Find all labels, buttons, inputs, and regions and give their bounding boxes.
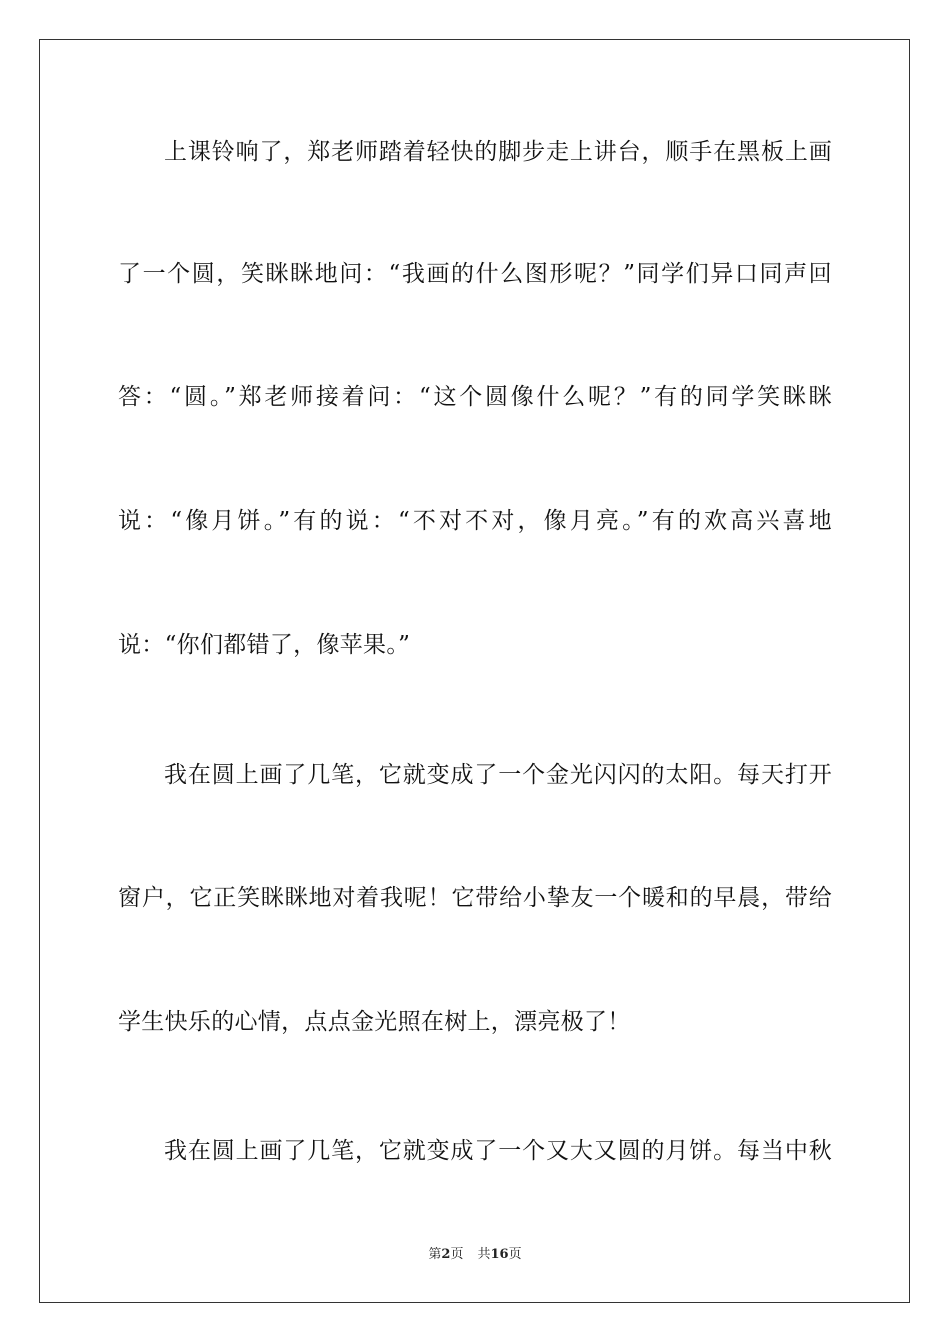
text-line: 了一个圆，笑眯眯地问：“我画的什么图形呢？”同学们异口同声回: [118, 261, 832, 287]
text-line: 说：“像月饼。”有的说：“不对不对，像月亮。”有的欢高兴喜地: [118, 508, 832, 534]
total-prefix: 共: [477, 1247, 491, 1262]
page-footer: [0, 1246, 950, 1264]
page-prefix: 第: [428, 1247, 442, 1262]
text-line: 上课铃响了，郑老师踏着轻快的脚步走上讲台，顺手在黑板上画: [164, 139, 832, 165]
page-suffix: 页: [450, 1247, 464, 1262]
total-pages: 16: [490, 1247, 509, 1262]
text-line: 学生快乐的心情，点点金光照在树上，漂亮极了！: [118, 1009, 631, 1035]
page-number: 2: [441, 1247, 451, 1262]
page-border: [39, 39, 910, 1303]
total-suffix: 页: [508, 1247, 522, 1262]
text-line: 说：“你们都错了，像苹果。”: [118, 632, 411, 658]
text-line: 我在圆上画了几笔，它就变成了一个又大又圆的月饼。每当中秋: [164, 1138, 832, 1164]
text-line: 窗户，它正笑眯眯地对着我呢！它带给小挚友一个暖和的早晨，带给: [118, 885, 832, 911]
text-line: 我在圆上画了几笔，它就变成了一个金光闪闪的太阳。每天打开: [164, 762, 832, 788]
text-line: 答：“圆。”郑老师接着问：“这个圆像什么呢？”有的同学笑眯眯: [118, 384, 832, 410]
